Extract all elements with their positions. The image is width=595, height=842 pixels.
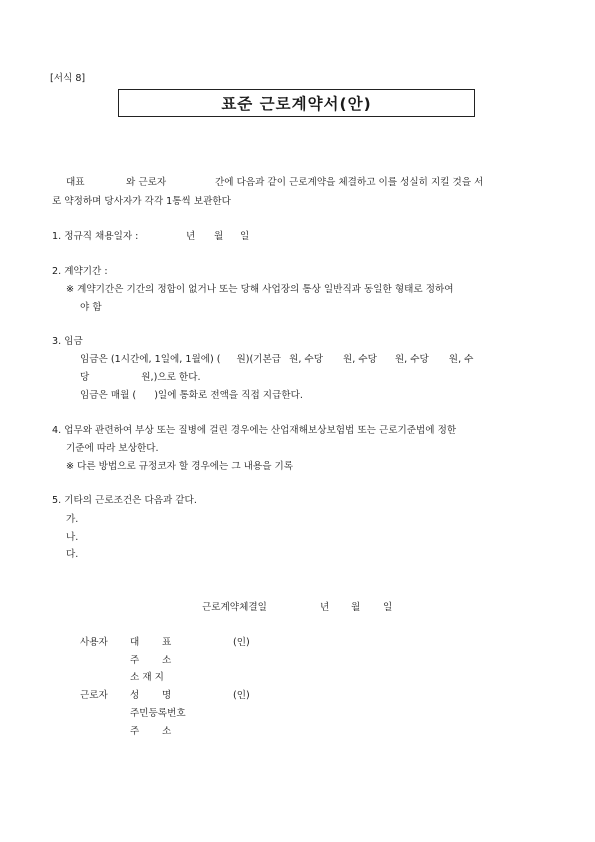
sec3-line1b: 원)(기본급 xyxy=(236,354,282,365)
form-number: [서식 8] xyxy=(50,73,86,84)
sec2-label: 2. 계약기간 : xyxy=(52,266,108,277)
employer-rep-b: 표 xyxy=(162,637,172,648)
sec3-line1e: 원, 수당 xyxy=(394,354,429,365)
sec1-month: 월 xyxy=(214,231,224,242)
sec3-line3 xyxy=(80,390,303,402)
employer-rep-a: 대 xyxy=(130,637,140,648)
sec5-item: 다. xyxy=(66,549,79,560)
intro-employer-label: 대표 xyxy=(66,177,85,188)
worker-role: 근로자 xyxy=(80,690,108,701)
sec3-line3a: 임금은 매월 ( xyxy=(80,390,137,401)
sec3-line1a: 임금은 (1시간에, 1일에, 1월에) ( xyxy=(80,354,221,365)
employer-location: 소 재 지 xyxy=(130,672,164,683)
intro-line1-rest: 간에 다음과 같이 근로계약을 체결하고 이를 성실히 지킬 것을 서 xyxy=(215,177,484,188)
employer-addr-b: 소 xyxy=(162,655,172,666)
employer-addr-a: 주 xyxy=(130,655,140,666)
intro-line2: 로 약정하며 당사자가 각각 1통씩 보관한다 xyxy=(52,196,231,207)
sec4-note: ※ 다른 방법으로 규정코자 할 경우에는 그 내용을 기록 xyxy=(66,461,294,472)
worker-seal: (인) xyxy=(233,690,250,701)
sec3-line1 xyxy=(80,354,473,366)
signing-year: 년 xyxy=(320,602,330,613)
sec3-line1f: 원, 수 xyxy=(448,354,474,365)
worker-name-b: 명 xyxy=(162,690,172,701)
sec3-label: 3. 임금 xyxy=(52,336,83,347)
signing-month: 월 xyxy=(351,602,361,613)
worker-name-a: 성 xyxy=(130,690,140,701)
sec2-note-line2: 야 함 xyxy=(80,302,102,313)
title-box xyxy=(118,89,475,117)
employer-role: 사용자 xyxy=(80,637,108,648)
intro-and-worker: 와 근로자 xyxy=(126,177,167,188)
sec3-line2a: 당 xyxy=(80,372,90,383)
sec3-line3b: )일에 통화로 전액을 직접 지급한다. xyxy=(154,390,303,401)
worker-id-number: 주민등록번호 xyxy=(130,708,186,719)
sec1-label: 1. 정규직 채용일자 : xyxy=(52,231,139,242)
sec3-line2 xyxy=(80,372,201,384)
worker-addr-b: 소 xyxy=(162,726,172,737)
sec4-line2: 기준에 따라 보상한다. xyxy=(66,443,159,454)
sec3-line1c: 원, 수당 xyxy=(289,354,323,365)
signing-day: 일 xyxy=(383,602,393,613)
sec3-line1d: 원, 수당 xyxy=(342,354,377,365)
worker-addr-a: 주 xyxy=(130,726,140,737)
signing-label: 근로계약체결일 xyxy=(202,602,267,613)
sec4-line1: 4. 업무와 관련하여 부상 또는 질병에 걸린 경우에는 산업재해보상보험법 또는 근로기준법에 정한 xyxy=(52,425,457,436)
sec5-label: 5. 기타의 근로조건은 다음과 같다. xyxy=(52,495,197,506)
employer-seal: (인) xyxy=(233,637,250,648)
sec1-year: 년 xyxy=(186,231,196,242)
sec2-note-line1: ※ 계약기간은 기간의 정함이 없거나 또는 당해 사업장의 통상 일반직과 동일한 형태로 정하여 xyxy=(66,284,454,295)
sec3-line2b: 원,)으로 한다. xyxy=(141,372,201,383)
sec5-item: 가. xyxy=(66,514,79,525)
sec5-item: 나. xyxy=(66,532,79,543)
sec1-day: 일 xyxy=(240,231,250,242)
document-title: 표준 근로계약서(안) xyxy=(221,95,372,113)
